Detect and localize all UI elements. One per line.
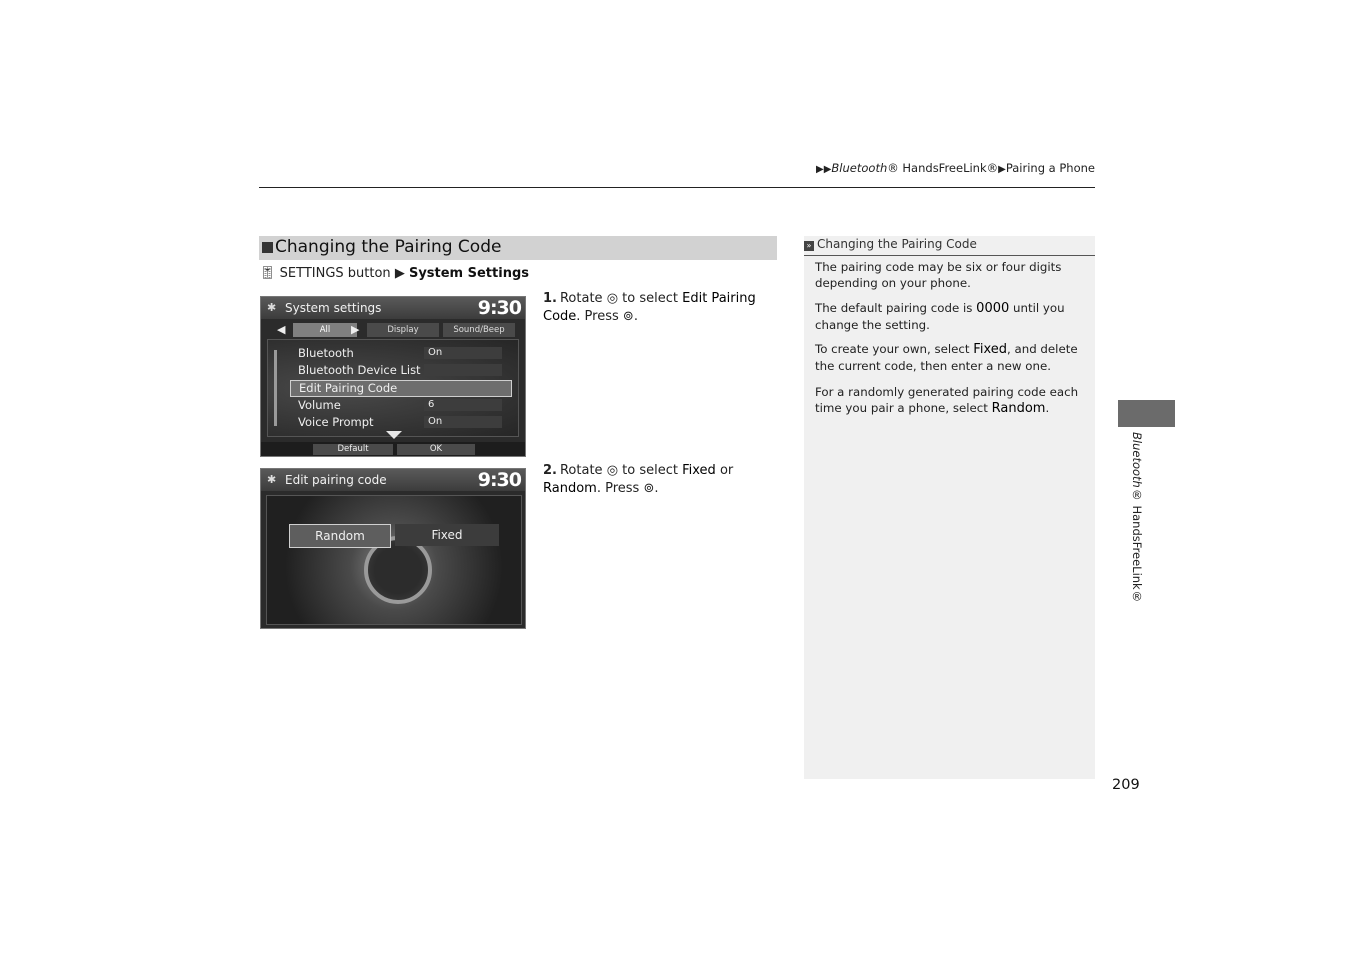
step-number: 2.	[543, 463, 557, 478]
step-text: Rotate	[559, 463, 603, 478]
path-target: System Settings	[408, 266, 529, 281]
path-prefix: SETTINGS button	[279, 266, 391, 281]
note-text: The default pairing code is	[815, 301, 977, 315]
tab-sound-beep: Sound/Beep	[443, 323, 515, 337]
step-text: . Press	[576, 309, 619, 324]
step-number: 1.	[543, 291, 557, 306]
step-text: or	[719, 463, 734, 478]
menu-scrollbar	[274, 350, 277, 426]
edit-pairing-code-screenshot	[260, 468, 526, 629]
screen-clock: 9:30	[477, 469, 521, 491]
note-text: To create your own, select	[815, 342, 974, 356]
screen-clock: 9:30	[477, 297, 521, 319]
breadcrumb-bluetooth: Bluetooth	[831, 161, 888, 175]
menu-row-bluetooth	[290, 346, 510, 361]
chapter-label	[1130, 432, 1144, 604]
note-paragraph-1: The pairing code may be six or four digits depending on your phone.	[815, 260, 1062, 290]
chapter-label-italic: Bluetooth	[1130, 432, 1144, 488]
step-text: to select	[622, 291, 678, 306]
step-item: Fixed	[682, 463, 716, 478]
menu-row-label: Edit Pairing Code	[299, 381, 398, 395]
note-marker-icon: »	[804, 241, 814, 251]
breadcrumb-current: Pairing a Phone	[1005, 161, 1095, 175]
press-knob-icon: ⊚	[643, 481, 655, 496]
gear-icon: ✱	[267, 473, 277, 486]
step-text: .	[654, 481, 659, 496]
note-paragraph-4	[815, 384, 1087, 417]
menu-row-value-box	[424, 399, 502, 411]
note-paragraph-3	[815, 341, 1087, 374]
tab-left-arrow-icon: ◀	[277, 323, 286, 336]
menu-row-label: Bluetooth Device List	[298, 363, 421, 377]
scroll-down-arrow-icon	[386, 431, 402, 439]
menu-row-voice-prompt	[290, 415, 510, 430]
note-text: , and delete the current code, then enter a new one.	[815, 342, 1078, 373]
settings-tabs	[267, 323, 519, 337]
option-random: Random	[289, 524, 391, 548]
step-text: Rotate	[559, 291, 603, 306]
press-knob-icon: ⊚	[622, 309, 634, 324]
step-item: Edit Pairing Code	[543, 291, 756, 324]
settings-menu	[267, 339, 519, 437]
section-square-icon	[262, 242, 273, 253]
section-title: Changing the Pairing Code	[275, 237, 502, 257]
breadcrumb-arrow-icon: ▶	[998, 164, 1006, 175]
step-1	[543, 290, 775, 326]
tab-right-arrow-icon: ▶	[351, 323, 360, 336]
menu-row-value: On	[428, 347, 443, 358]
screen-title-bar	[261, 297, 525, 319]
step-2	[543, 462, 775, 498]
note-item: Fixed	[973, 342, 1007, 357]
screen-bottom-bar	[261, 442, 525, 456]
note-item: Random	[991, 401, 1046, 416]
chapter-label-rest: ® HandsFreeLink®	[1130, 487, 1144, 604]
screen-title: Edit pairing code	[285, 473, 387, 487]
rotate-knob-icon: ◎	[606, 463, 619, 478]
tab-all: All	[293, 323, 357, 337]
menu-row-value: 6	[428, 399, 435, 410]
menu-path	[259, 266, 529, 281]
menu-row-label: Volume	[298, 398, 341, 412]
menu-row-bluetooth-device-list	[290, 363, 510, 378]
system-settings-screenshot	[260, 296, 526, 457]
menu-row-volume	[290, 398, 510, 413]
note-code: 0000	[976, 301, 1010, 316]
note-heading	[804, 236, 1095, 256]
pairing-code-dial	[266, 495, 522, 625]
chapter-thumb-tab	[1118, 400, 1175, 427]
gear-icon: ✱	[267, 301, 277, 314]
section-heading	[259, 236, 777, 260]
screen-title-bar	[261, 469, 525, 491]
note-paragraph-2	[815, 300, 1087, 333]
page-number: 209	[1112, 777, 1140, 793]
step-text: to select	[622, 463, 678, 478]
step-text: . Press	[596, 481, 640, 496]
menu-row-value: On	[428, 416, 443, 427]
menu-row-label: Voice Prompt	[298, 415, 374, 429]
step-item: Random	[543, 481, 597, 496]
screen-title: System settings	[285, 301, 382, 315]
rotate-knob-icon: ◎	[606, 291, 619, 306]
breadcrumb	[808, 161, 1095, 175]
option-fixed: Fixed	[395, 524, 499, 546]
tab-display: Display	[367, 323, 439, 337]
note-text: .	[1045, 401, 1050, 415]
ok-button: OK	[397, 444, 475, 455]
breadcrumb-arrow-icon: ▶▶	[816, 164, 832, 175]
breadcrumb-handsfreelink: ® HandsFreeLink®	[887, 161, 999, 175]
path-arrow-icon: ▶	[394, 266, 405, 281]
header-divider	[259, 187, 1095, 188]
note-title: Changing the Pairing Code	[817, 237, 977, 251]
step-text: .	[633, 309, 638, 324]
note-text: For a randomly generated pairing code each time you pair a phone, select	[815, 385, 1079, 415]
menu-row-value-box	[424, 364, 502, 376]
settings-button-icon: 🎚	[259, 266, 276, 281]
menu-row-label: Bluetooth	[298, 346, 354, 360]
note-text: until you change the setting.	[815, 301, 1065, 332]
default-button: Default	[313, 444, 393, 455]
menu-row-edit-pairing-code	[290, 380, 512, 397]
